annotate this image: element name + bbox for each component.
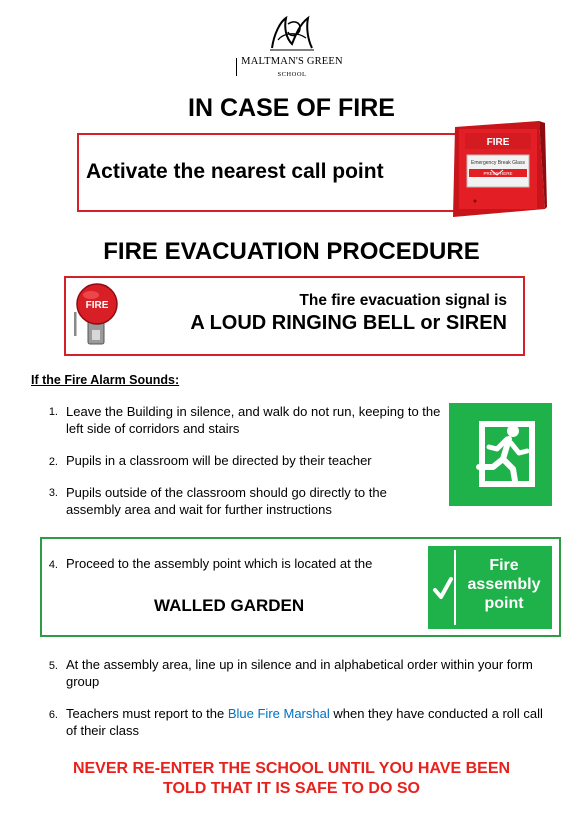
step-text: Leave the Building in silence, and walk do not run, keeping to the left side of corridors and stairs [66, 404, 441, 436]
call-point-sublabel: Emergency Break Glass [471, 160, 525, 166]
warning-message [0, 759, 583, 799]
call-point-press: PRESS HERE [483, 171, 513, 176]
sign-line-3: point [484, 595, 524, 612]
step-text: At the assembly area, line up in silence and in alphabetical order within your form group [66, 657, 533, 689]
emergency-exit-icon [449, 403, 552, 506]
step-number: 1. [48, 406, 58, 418]
step-text-part: when they have conducted a roll call of their class [66, 706, 543, 738]
school-logo [232, 14, 352, 82]
call-point-instruction: Activate the nearest call point [86, 160, 384, 183]
step-number: 5. [48, 660, 58, 672]
step-text: Pupils outside of the classroom should go directly to the assembly area and wait for further instructions [66, 485, 387, 517]
school-crest-icon [264, 14, 320, 54]
warning-line-1: NEVER RE-ENTER THE SCHOOL UNTIL YOU HAVE BEEN [72, 760, 511, 777]
alarm-heading: If the Fire Alarm Sounds: [31, 373, 180, 387]
school-name: MALTMAN'S GREEN [241, 56, 343, 67]
assembly-location: WALLED GARDEN [154, 596, 305, 615]
bell-label: FIRE [85, 300, 109, 311]
school-subtitle: SCHOOL [277, 71, 307, 78]
signal-type: A LOUD RINGING BELL or SIREN [190, 312, 507, 334]
step-number: 3. [48, 487, 58, 499]
fire-bell-icon [70, 282, 124, 348]
step-number: 2. [48, 456, 58, 468]
fire-call-point-icon [441, 117, 547, 223]
step-text [66, 706, 556, 739]
evacuation-title: FIRE EVACUATION PROCEDURE [103, 238, 480, 265]
call-point-label: FIRE [486, 137, 510, 148]
assembly-point-sign [428, 546, 552, 629]
step-number: 4. [48, 559, 58, 571]
sign-line-2: assembly [467, 576, 541, 593]
step-text-part: Teachers must report to the [66, 706, 228, 721]
step-number: 6. [48, 709, 58, 721]
warning-line-2: TOLD THAT IT IS SAFE TO DO SO [163, 780, 420, 797]
sign-line-1: Fire [489, 557, 519, 574]
step-text: Pupils in a classroom will be directed by their teacher [66, 453, 372, 468]
signal-description: The fire evacuation signal is [299, 292, 507, 309]
step-text: Proceed to the assembly point which is located at the [66, 556, 373, 571]
checkmark-icon [432, 576, 454, 602]
page-title: IN CASE OF FIRE [188, 94, 395, 122]
blue-fire-marshal: Blue Fire Marshal [227, 706, 330, 721]
